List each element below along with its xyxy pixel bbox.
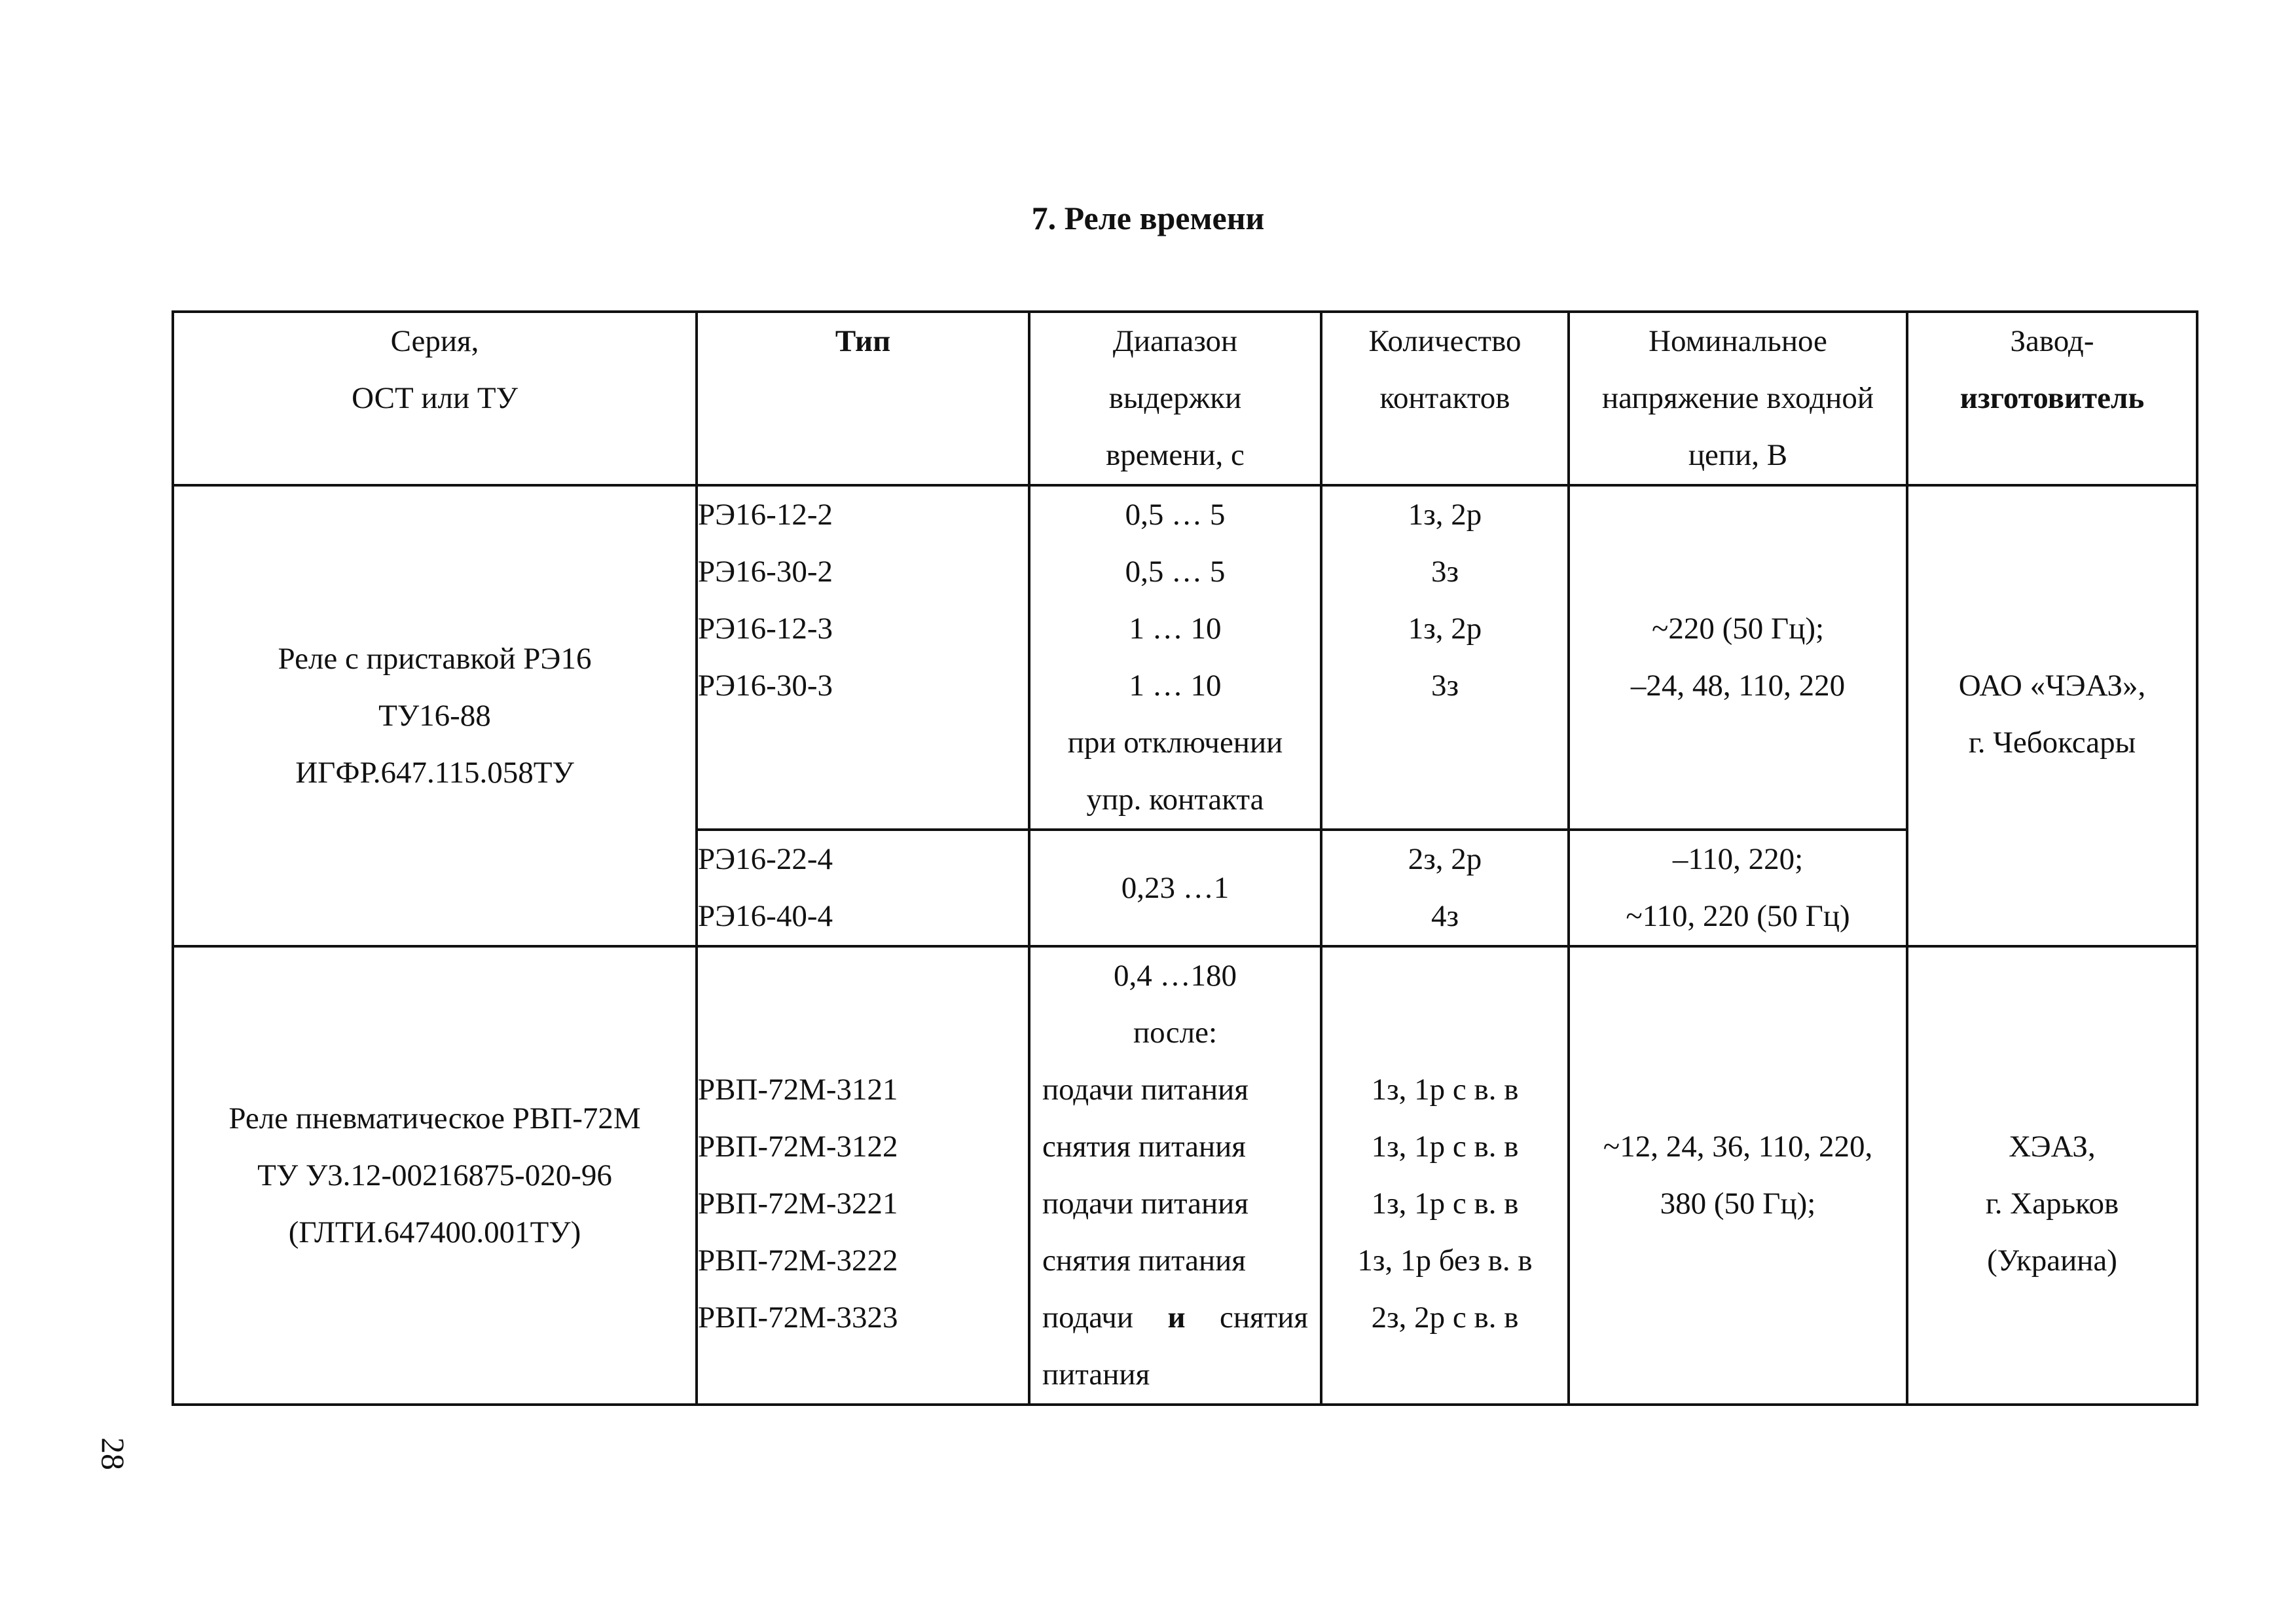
voltage-cell: –110, 220; ~110, 220 (50 Гц) (1569, 830, 1907, 946)
range-cell: 0,23 …1 (1029, 830, 1321, 946)
type-cell: РЭ16-22-4 РЭ16-40-4 (697, 830, 1029, 946)
range-cell: 0,4 …180 после: подачи питания снятия питания подачи питания снятия питания подачи и снятия питания (1029, 946, 1321, 1405)
voltage-cell: ~12, 24, 36, 110, 220, 380 (50 Гц); (1569, 946, 1907, 1405)
header-range: Диапазон выдержки времени, с (1029, 312, 1321, 485)
header-row (173, 312, 2197, 485)
series-cell: Реле с приставкой РЭ16 ТУ16-88 ИГФР.647.115.058ТУ (173, 485, 697, 946)
section-title: 7. Реле времени (1031, 200, 1265, 236)
header-type: Тип (697, 312, 1029, 485)
contacts-cell: 2з, 2р 4з (1321, 830, 1569, 946)
range-cell: 0,5 … 5 0,5 … 5 1 … 10 1 … 10 при отключении упр. контакта (1029, 485, 1321, 830)
type-cell: РВП-72М-3121 РВП-72М-3122 РВП-72М-3221 РВП-72М-3222 РВП-72М-3323 (697, 946, 1029, 1405)
table-row (173, 946, 2197, 1405)
time-relay-table (172, 310, 2198, 1406)
header-maker: Завод- изготовитель (1907, 312, 2197, 485)
contacts-cell: 1з, 2р 3з 1з, 2р 3з (1321, 485, 1569, 830)
contacts-cell: 1з, 1р с в. в 1з, 1р с в. в 1з, 1р с в. в 1з, 1р без в. в 2з, 2р с в. в (1321, 946, 1569, 1405)
voltage-cell: ~220 (50 Гц); –24, 48, 110, 220 (1569, 485, 1907, 830)
type-cell: РЭ16-12-2 РЭ16-30-2 РЭ16-12-3 РЭ16-30-3 (697, 485, 1029, 830)
header-contacts: Количество контактов (1321, 312, 1569, 485)
maker-cell: ХЭАЗ, г. Харьков (Украина) (1907, 946, 2197, 1405)
series-cell: Реле пневматическое РВП-72М ТУ У3.12-00216875-020-96 (ГЛТИ.647400.001ТУ) (173, 946, 697, 1405)
header-voltage: Номинальное напряжение входной цепи, В (1569, 312, 1907, 485)
maker-cell: ОАО «ЧЭАЗ», г. Чебоксары (1907, 485, 2197, 946)
page-number: 28 (95, 1437, 132, 1470)
header-series: Серия, ОСТ или ТУ (173, 312, 697, 485)
table-row (173, 485, 2197, 830)
